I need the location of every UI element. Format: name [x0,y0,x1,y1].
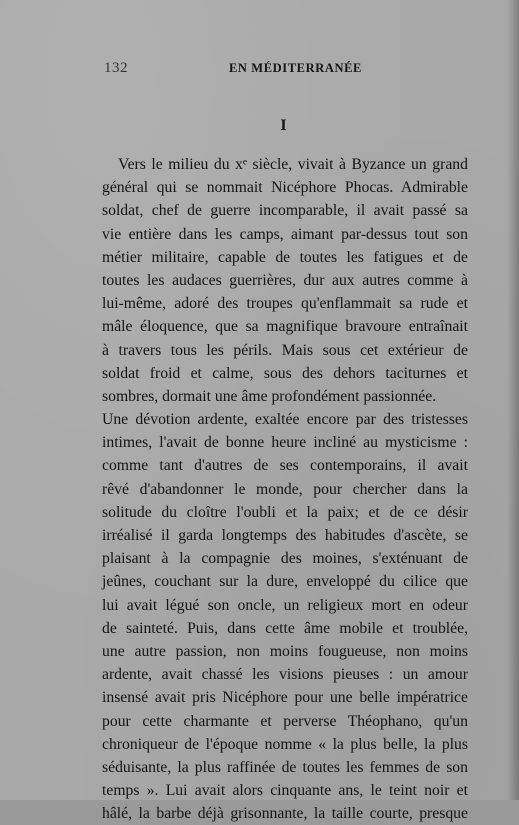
text-line: soldat froid et calme, sous des dehors taciturnes et [102,364,468,382]
text-line: métier militaire, capable de toutes les fatigues et de [102,248,468,266]
text-line: insensé avait pris Nicéphore pour une belle impératrice [102,689,468,707]
text-line: séduisante, la plus raffinée de toutes les femmes de son [102,758,468,776]
text-line: lui avait légué son oncle, un religieux mort en odeur [102,596,468,614]
text-line: ardente, avait chassé les visions pieuses : un amour [102,666,468,684]
text-line: irréalisé il garda longtemps des habitudes d'ascète, se [102,527,468,544]
text-line: vie entière dans les camps, aimant par-dessus tout son [102,225,468,243]
text-line: soldat, chef de guerre incomparable, il avait passé sa [102,202,468,220]
text-line: lui-même, adoré des troupes qu'enflammait sa rude et [102,295,468,313]
body-paragraph [102,153,468,825]
page-header [104,60,464,82]
section-heading: I [280,117,287,134]
page-number: 132 [104,60,128,76]
text-line: Une dévotion ardente, exaltée encore par des tristesses [102,411,468,429]
text-line: jeûnes, couchant sur la dure, enveloppé du cilice que [102,573,468,591]
text-line: hâlé, la barbe déjà grisonnante, la taille courte, presque [102,805,468,823]
text-line: solitude du cloître l'oubli et la paix; et de ce désir [102,503,468,521]
text-line: de sainteté. Puis, dans cette âme mobile et troublée, [102,619,468,637]
text-line: général qui se nommait Nicéphore Phocas. Admirable [102,179,468,197]
text-line: rêvé d'abandonner le monde, pour chercher dans la [102,480,468,498]
text-line: toutes les audaces guerrières, dur aux autres comme à [102,271,468,289]
text-line: plaisant à la compagnie des moines, s'exténuant de [102,550,468,568]
text-line: sombres, dormait une âme profondément passionnée. [102,387,437,405]
running-head: EN MÉDITERRANÉE [229,61,362,75]
text-line: à travers tous les périls. Mais sous cet extérieur de [102,341,468,359]
text-line: intimes, l'avait de bonne heure incliné au mysticisme : [102,434,468,452]
text-line: temps ». Lui avait alors cinquante ans, le teint noir et [102,782,468,800]
text-line: comme tant d'autres de ses contemporains, il avait [102,457,468,475]
text-line: Vers le milieu du xᵉ siècle, vivait à Byzance un grand [118,156,468,173]
text-line: chroniqueur de l'époque nomme « la plus belle, la plus [102,735,468,753]
text-line: pour cette charmante et perverse Théophano, qu'un [102,712,468,730]
text-line: mâle éloquence, que sa magnifique bravoure entraînait [102,318,468,336]
text-line: une autre passion, non moins fougueuse, non moins [102,642,468,660]
